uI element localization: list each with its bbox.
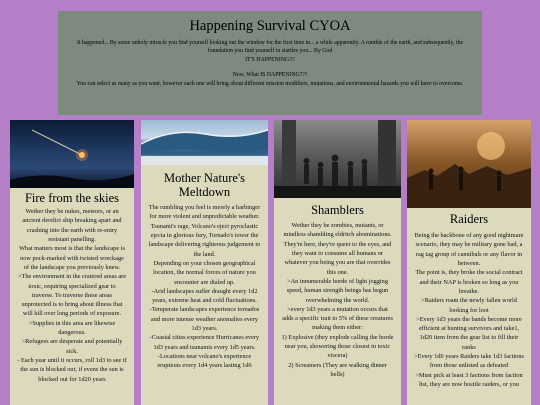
card-line: - Each year until it occurs, roll 1d3 to see if the sun is blocked out, if evens the sun is blocked out for 1d20 years [17,357,127,383]
card-shamblers[interactable] [274,120,401,405]
card-fire-from-the-skies[interactable] [10,120,134,405]
card-line: -Locations near volcano's experience eruptions every 1d4 years lasting 1d6 [157,353,252,370]
card-line: What matters most is that the landscape is now pock-marked with twisted wreckage of the landscape you previously knew. [19,245,125,271]
card-line: >every 1d3 years a mutation occurs that adds a specific trait to 5% of these creatures making them either: [282,305,393,332]
card-line: -Coastal cities experience Hurricanes every 1d3 years and tsunamis every 1d5 years. [149,334,260,351]
exclaim-text: IT'S HAPPENING!!! [245,56,295,63]
card-line: >Supplies in this area are likewise dangerous. [28,319,116,337]
card-body [10,207,134,384]
card-line: Depending on your chosen geographical location, the normal forces of nature you encounter are dialed up. [153,259,256,286]
card-line: -Arid landscapes suffer draught every 1d2 years, extreme heat and cold fluctuations. [151,287,258,305]
card-line: Being the backbone of any good nightmare scenario, they may be military gone bad, a rag tag group of cannibals or any flavor in between. [414,232,524,267]
card-body [141,203,268,371]
page-title: Happening Survival CYOA [189,18,351,34]
card-line: >Must pick at least 3 factions from faction list, they are now hostile raiders, or you [415,371,523,388]
card-line: The rumbling you feel is merely a harbinger for more violent and unpredictable weather. Tsunami's rage, Volcano's eject pyroclastic ejecta in glorious fury, Tornado's tower the landscape delivering righteous judgement to the land. [148,204,261,258]
card-line: -Temperate landscapes experience tornados and more intense weather anomalies every 1d3 years. [149,306,260,333]
shamblers-image [274,120,401,198]
question-text: Now, What IS HAPPENING??? [232,72,308,79]
card-line: They're here, they're queer to the eyes, and they want to consume all humans or whatever you being you are that overrides this one. [283,240,392,276]
tsunami-image [141,120,268,165]
card-mother-natures-meltdown[interactable] [141,120,268,405]
card-line: Wether they be zombies, mutants, or mindless shambling eldritch abominations. [283,222,392,239]
card-body [274,221,401,379]
card-line: 2) Screamers (They are walking dinner bells) [288,361,387,378]
card-title: Mother Nature's Meltdown [163,171,246,199]
card-line: >Every 1d3 years the bands become more efficient at hunting survivors and take1, 1d20 item from the gear list to fill their ranks [416,315,522,351]
card-raiders[interactable] [407,120,531,405]
card-line: The point is, they broke the social contract and their NAP is broken so long as you breathe. [415,269,523,295]
fire-skies-image [10,120,134,188]
raiders-image [407,120,531,208]
card-body [407,231,531,389]
card-line: Wether they be nukes, meteors, or an ancient derelict ship breaking apart and crashing into the earth with re-entry resistant panelling. [22,208,122,243]
card-line: >The environment in the cratered areas are toxic, requiring specialized gear to traverse. To traverse these areas unprotected is to bring about illness that will kill over long periods of exposure. [17,273,127,318]
header-panel [58,11,482,115]
card-title: Raiders [449,212,489,226]
card-line: >Every 1d6 years Raiders take 1d3 factions from those unlisted as defeated [414,353,524,370]
card-line: 1) Explosive (they explode calling the horde near you, showering those closest in toxic viscera) [281,333,394,360]
card-line: >Refugees are desperate and potentially sick. [21,338,123,355]
card-title: Fire from the skies [24,191,120,205]
instructions-text: You can select as many as you want, however each one will bring about different mission modifiers, mutations, and environmental hazards you will have to overcome. [76,80,464,87]
card-line: >Raiders roam the newly fallen world looking for loot [421,297,517,314]
card-line: >An innumerable horde of light jogging speed, human strength beings has begun overwhelming the world. [286,277,389,304]
intro-text: It happened... By some unholy miracle you find yourself looking out the window for the first time in... a while apparently. A rumble of the earth, and subsequently, the foundation you find yourself in startles you... By God [76,40,464,55]
card-title: Shamblers [311,203,364,217]
